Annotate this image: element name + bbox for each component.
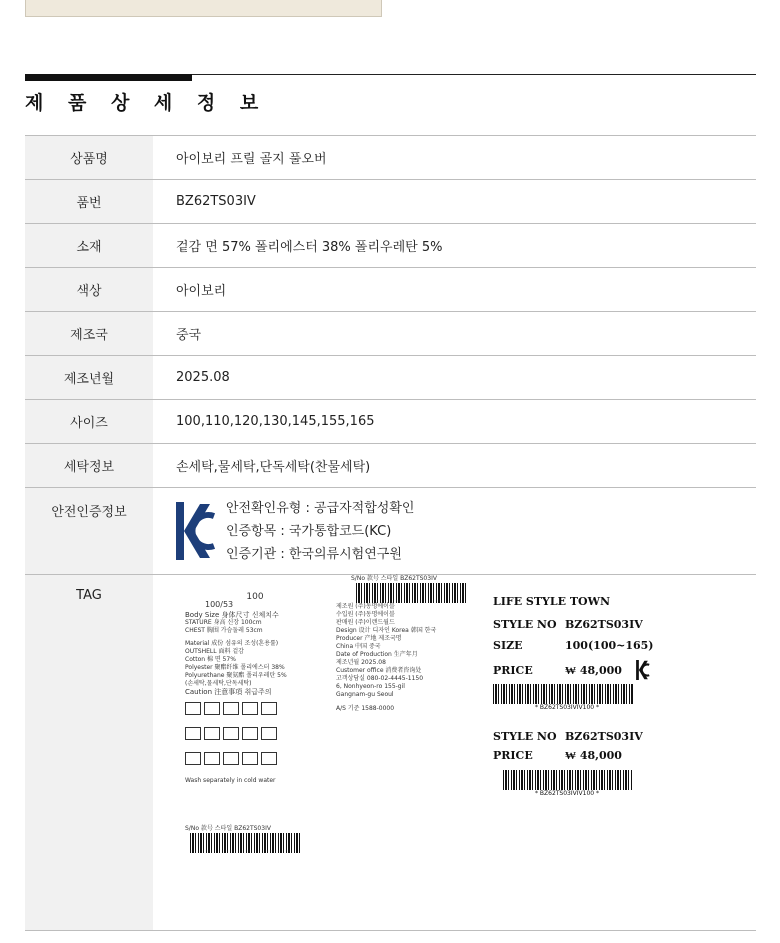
safety-value xyxy=(153,488,756,575)
spec-row xyxy=(25,356,756,400)
info-line: 제조원 (주)동명에이블 xyxy=(336,603,395,610)
info-line: Producer 产地 제조국명 xyxy=(336,635,402,642)
spec-value: 손세탁,물세탁,단독세탁(찬물세탁) xyxy=(153,444,756,488)
safety-item: 인증항목 : 국가통합코드(KC) xyxy=(226,523,392,539)
dryclean-symbol-icon xyxy=(261,702,277,715)
dryclean-symbol-icon xyxy=(261,752,277,765)
product-image-bottom-edge xyxy=(25,0,382,17)
iron-symbol-icon xyxy=(242,752,258,765)
care-sno: S/No 款号 스타일 BZ62TS03IV xyxy=(185,825,271,832)
care-outshell: OUTSHELL 面料 겉감 xyxy=(185,648,244,655)
price-size-label: SIZE xyxy=(493,639,523,652)
safety-type: 안전확인유형 : 공급자적합성확인 xyxy=(226,500,415,516)
dryclean-symbol-icon xyxy=(261,727,277,740)
price-barcode-text: * BZ62TS03IVIV100 * xyxy=(535,704,599,711)
info-line: Date of Production 生产年月 xyxy=(336,651,418,658)
price-brand: LIFE STYLE TOWN xyxy=(493,595,611,608)
care-material: Material 成份 섬유의 조성(혼용률) xyxy=(185,640,279,647)
safety-row xyxy=(25,488,756,575)
price-label: PRICE xyxy=(493,663,533,677)
tag-row xyxy=(25,575,756,931)
price-barcode-text: * BZ62TS03IVIV100 * xyxy=(535,790,599,797)
dry-symbol-icon xyxy=(223,702,239,715)
iron-symbol-icon xyxy=(242,702,258,715)
bleach-symbol-icon xyxy=(204,752,220,765)
spec-value: 아이보리 xyxy=(153,268,756,312)
spec-row xyxy=(25,400,756,444)
care-note: (손세탁,물세탁,단독세탁) xyxy=(185,680,252,687)
care-symbols-us xyxy=(185,752,325,765)
safety-agency: 인증기관 : 한국의류시험연구원 xyxy=(226,546,402,562)
spec-value: 아이보리 프릴 골지 풀오버 xyxy=(153,136,756,180)
spec-row xyxy=(25,180,756,224)
spec-label: 안전인증정보 xyxy=(25,488,153,575)
spec-value: 2025.08 xyxy=(153,356,756,400)
wash-symbol-icon xyxy=(185,702,201,715)
price-label: PRICE xyxy=(493,749,533,762)
spec-row xyxy=(25,136,756,180)
price-style-value: BZ62TS03IV xyxy=(565,730,643,743)
spec-label: 소재 xyxy=(25,224,153,268)
spec-label: 상품명 xyxy=(25,136,153,180)
spec-label: 사이즈 xyxy=(25,400,153,444)
kc-mark-icon xyxy=(176,502,216,560)
spec-label: 품번 xyxy=(25,180,153,224)
spec-value: BZ62TS03IV xyxy=(153,180,756,224)
spec-row xyxy=(25,268,756,312)
bleach-symbol-icon xyxy=(204,727,220,740)
care-stature: STATURE 身高 신장 100cm xyxy=(185,619,262,626)
price-barcode xyxy=(493,684,633,704)
spec-label: 세탁정보 xyxy=(25,444,153,488)
dry-symbol-icon xyxy=(223,727,239,740)
care-cotton: Cotton 棉 면 57% xyxy=(185,656,236,663)
care-label xyxy=(185,581,325,919)
care-wash-note: Wash separately in cold water xyxy=(185,777,276,784)
care-body-size: Body Size 身体尺寸 신체치수 xyxy=(185,611,279,619)
info-barcode xyxy=(356,583,466,603)
info-line: 수입원 (주)동명에이블 xyxy=(336,611,395,618)
price-style-value: BZ62TS03IV xyxy=(565,618,643,631)
spec-label: 색상 xyxy=(25,268,153,312)
iron-symbol-icon xyxy=(242,727,258,740)
care-symbols-kr xyxy=(185,702,325,715)
info-line: Gangnam-gu Seoul xyxy=(336,691,394,698)
info-sno: S/No 款号 스타일 BZ62TS03IV xyxy=(351,575,437,582)
kc-mark-icon xyxy=(635,660,651,680)
wash-symbol-icon xyxy=(185,752,201,765)
care-size2: 100/53 xyxy=(205,600,234,609)
info-line: A/S 기준 1588-0000 xyxy=(336,705,395,712)
price-size-value: 100(100~165) xyxy=(565,639,654,652)
care-barcode xyxy=(190,833,300,853)
price-value: ₩ 48,000 xyxy=(565,749,622,762)
bleach-symbol-icon xyxy=(204,702,220,715)
dry-symbol-icon xyxy=(223,752,239,765)
price-value: ₩ 48,000 xyxy=(565,663,622,677)
care-size: 100 xyxy=(246,592,264,602)
spec-value: 100,110,120,130,145,155,165 xyxy=(153,400,756,444)
info-line: Design 设计 디자인 Korea 韩国 한국 xyxy=(336,627,437,634)
info-line: 6, Nonhyeon-ro 155-gil xyxy=(336,683,405,690)
care-chest: CHEST 胸围 가슴둘레 53cm xyxy=(185,627,263,634)
spec-row xyxy=(25,444,756,488)
tag-images xyxy=(153,575,756,931)
care-caution: Caution 注意事項 취급주의 xyxy=(185,688,272,696)
info-label xyxy=(336,575,476,745)
title-accent-bar xyxy=(25,74,192,81)
spec-row xyxy=(25,312,756,356)
care-symbols-cn xyxy=(185,727,325,740)
price-style-label: STYLE NO xyxy=(493,730,557,743)
info-line: 고객상담실 080-02-4445-1150 xyxy=(336,675,424,682)
price-barcode xyxy=(503,770,633,790)
info-line: 제조년월 2025.08 xyxy=(336,659,386,666)
info-line: Customer office 消费者咨询处 xyxy=(336,667,422,674)
spec-row xyxy=(25,224,756,268)
spec-label: 제조국 xyxy=(25,312,153,356)
price-style-label: STYLE NO xyxy=(493,618,557,631)
section-title: 제 품 상 세 정 보 xyxy=(25,92,268,114)
info-line: China 中国 중국 xyxy=(336,643,381,650)
spec-label: TAG xyxy=(25,575,153,931)
info-line: 판매원 (주)이랜드월드 xyxy=(336,619,395,626)
wash-symbol-icon xyxy=(185,727,201,740)
care-polyester: Polyester 聚酯纤维 폴리에스터 38% xyxy=(185,664,285,671)
spec-value: 겉감 면 57% 폴리에스터 38% 폴리우레탄 5% xyxy=(153,224,756,268)
product-spec-table xyxy=(25,135,756,931)
spec-label: 제조년월 xyxy=(25,356,153,400)
care-polyurethane: Polyurethane 聚氨酯 폴리우레탄 5% xyxy=(185,672,287,679)
price-tag xyxy=(493,595,668,915)
spec-value: 중국 xyxy=(153,312,756,356)
